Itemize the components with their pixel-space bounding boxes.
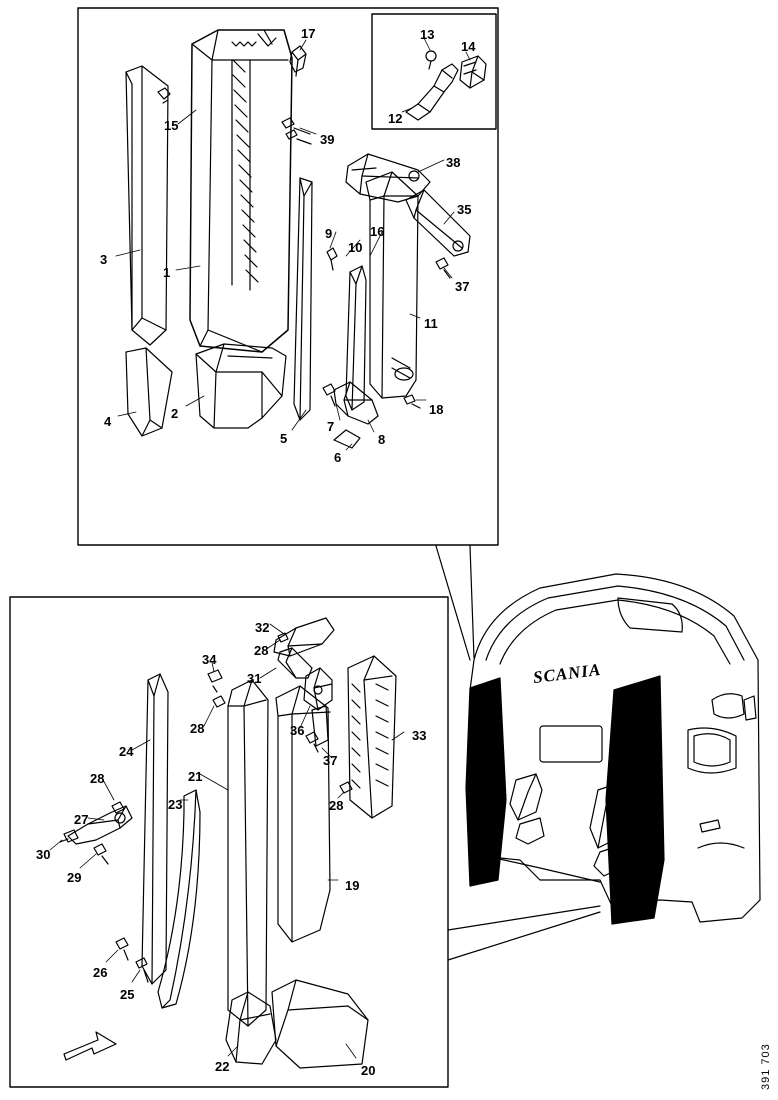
- callout-24: 24: [119, 744, 134, 759]
- callout-31: 31: [247, 671, 262, 686]
- callout-33: 33: [412, 728, 427, 743]
- callout-35: 35: [457, 202, 472, 217]
- callout-10: 10: [348, 240, 363, 255]
- part-11-reinforcement: [366, 172, 418, 398]
- part-14-socket: [460, 56, 486, 88]
- callout-5: 5: [280, 431, 288, 446]
- callout-25: 25: [120, 987, 135, 1002]
- callout-12: 12: [388, 111, 403, 126]
- callout-38: 38: [446, 155, 461, 170]
- callout-21: 21: [188, 769, 203, 784]
- callout-19: 19: [345, 878, 360, 893]
- callout-13: 13: [420, 27, 435, 42]
- callout-7: 7: [327, 419, 335, 434]
- part-37-screw-lower: [306, 732, 318, 752]
- part-28-clip-b: [213, 696, 225, 707]
- part-18-stud: [404, 395, 420, 408]
- callout-36: 36: [290, 723, 305, 738]
- callout-11: 11: [424, 316, 438, 331]
- part-24-trim-strip: [142, 674, 168, 984]
- part-37-screw-upper: [436, 258, 450, 278]
- part-13-ball-pin: [426, 51, 436, 69]
- callout-23: 23: [168, 797, 183, 812]
- upper-panel-frame: [78, 8, 498, 545]
- callout-20: 20: [361, 1063, 376, 1078]
- leader-lines: [436, 546, 603, 960]
- callout-leaders: [50, 38, 470, 1058]
- callout-34: 34: [202, 652, 217, 667]
- callout-26: 26: [93, 965, 108, 980]
- callout-2: 2: [171, 406, 179, 421]
- callout-37-lower: 37: [323, 753, 338, 768]
- part-16-channel: [346, 266, 366, 410]
- callout-30: 30: [36, 847, 51, 862]
- callout-17: 17: [301, 26, 316, 41]
- lower-panel-frame: [10, 597, 448, 1087]
- part-21-pillar-trim: [228, 680, 268, 1026]
- part-23-curved-strip: [158, 790, 200, 1008]
- callout-8: 8: [378, 432, 386, 447]
- part-7-fastener: [323, 384, 335, 406]
- cab-brand-wordmark: SCANIA: [532, 659, 603, 688]
- callout-29: 29: [67, 870, 82, 885]
- part-1-pillar-body: [190, 30, 292, 352]
- callout-28-d: 28: [329, 798, 344, 813]
- callout-6: 6: [334, 450, 342, 465]
- part-39-screw: [282, 118, 311, 144]
- callout-27: 27: [74, 812, 89, 827]
- part-10-clip: [327, 248, 337, 270]
- part-34-clip: [208, 670, 222, 692]
- part-9-strip: [294, 178, 312, 420]
- callout-4: 4: [104, 414, 112, 429]
- callout-16: 16: [370, 224, 385, 239]
- callout-39: 39: [320, 132, 335, 147]
- callout-18: 18: [429, 402, 444, 417]
- cab-dark-pillar-rear: [606, 676, 664, 924]
- part-2-lower-pillar-panel: [196, 344, 286, 428]
- callout-28-a: 28: [254, 643, 269, 658]
- part-8-bracket-blade: [334, 382, 378, 448]
- callout-37-upper: 37: [455, 279, 470, 294]
- callout-32: 32: [255, 620, 270, 635]
- part-22-lower-piece: [226, 992, 276, 1064]
- part-3-trim-strip: [126, 66, 171, 345]
- callout-1: 1: [163, 265, 171, 280]
- part-33-grille: [348, 656, 396, 818]
- direction-arrow: [64, 1032, 116, 1060]
- part-26-fastener: [116, 938, 128, 960]
- part-12-gas-strut: [406, 64, 458, 120]
- figure-code: 391 703: [760, 1043, 772, 1090]
- callout-28-b: 28: [190, 721, 205, 736]
- callout-9: 9: [325, 226, 333, 241]
- part-31-lever: [278, 648, 312, 678]
- callout-14: 14: [461, 39, 476, 54]
- part-32-bracket: [274, 618, 334, 656]
- callout-3: 3: [100, 252, 108, 267]
- callout-28-c: 28: [90, 771, 105, 786]
- part-35-arm: [406, 190, 470, 256]
- callout-15: 15: [164, 118, 179, 133]
- callout-22: 22: [215, 1059, 230, 1074]
- part-4-lower-trim: [126, 348, 172, 436]
- cab-dark-pillar-front: [466, 678, 506, 886]
